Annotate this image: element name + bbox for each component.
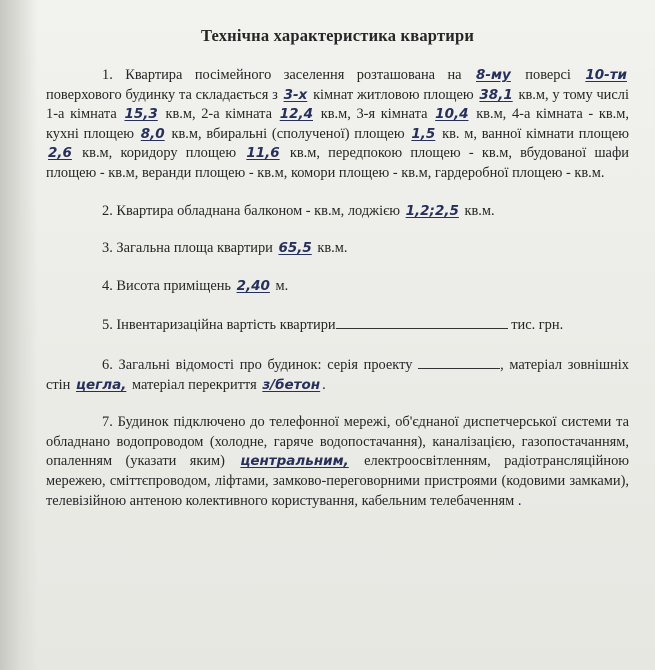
section-3-total-area — [46, 239, 629, 259]
s5-text: тис. грн. — [511, 317, 564, 334]
section-6-building-info — [46, 354, 629, 395]
s1-text: кв. м, ванної кімнати площею — [442, 125, 629, 142]
living-area-value: 38,1 — [479, 86, 513, 103]
room2-area-value: 12,4 — [279, 106, 313, 123]
s2-text: кв.м. — [464, 202, 495, 219]
document-title: Технічна характеристика квартири — [200, 26, 475, 45]
section-2-balcony — [46, 202, 629, 222]
s4-text: 4. Висота приміщень — [102, 277, 231, 294]
section-1-apartment-description — [46, 66, 629, 184]
page-edge-shadow — [0, 0, 38, 670]
wall-material-value: цегла, — [76, 376, 127, 393]
s7-text: 7. Будинок підключено до телефонної мережі, об'єднаної диспетчерської системи та обладнано водопроводом (холодне, гаряче водопостачання), каналізацією, газопостачанням, опаленням (указати яким) — [46, 414, 629, 470]
s6-text: . — [322, 376, 326, 393]
kitchen-area-value: 8,0 — [140, 125, 165, 142]
s4-text: м. — [275, 277, 289, 294]
bathroom-area-value: 2,6 — [48, 145, 72, 162]
s1-text: кв.м, передпокою площею - кв.м, вбудованої шафи площею - кв.м, веранди площею - кв.м, комори площею - кв.м, гардеробної площею - кв.м. — [46, 145, 629, 181]
s1-text: 1. Квартира посімейного заселення розташована на — [102, 67, 462, 83]
project-series-blank — [418, 354, 500, 369]
loggia-area-value: 1,2;2,5 — [405, 202, 459, 219]
s5-text: 5. Інвентаризаційна вартість квартири — [102, 317, 336, 334]
s1-text: кв.м, 3-я кімната — [320, 106, 428, 123]
s1-text: кв.м, у тому числі 1-а кімната — [46, 86, 629, 123]
s1-text: кв.м, 4-а кімната - кв.м, кухні площею — [46, 106, 629, 142]
rooms-count-value: 3-х — [283, 86, 308, 103]
s1-text: кімнат житловою площею — [313, 86, 474, 103]
floor-material-value: з/бетон — [262, 376, 321, 393]
total-area-value: 65,5 — [278, 240, 312, 257]
s3-text: 3. Загальна площа квартири — [102, 240, 273, 257]
inventory-value-blank — [336, 314, 508, 329]
s6-text: , матеріал зовнішніх стін — [46, 356, 629, 393]
s1-text: кв.м, коридору площею — [82, 145, 237, 162]
section-4-height — [46, 277, 629, 297]
floor-value: 8-му — [476, 67, 511, 83]
s6-text: 6. Загальні відомості про будинок: серія проекту — [102, 356, 413, 373]
s3-text: кв.м. — [317, 240, 348, 257]
s1-text: кв.м, вбиральні (сполученої) площею — [171, 125, 405, 142]
s1-text: поверсі — [525, 67, 571, 83]
floors-total-value: 10-ти — [585, 67, 627, 83]
heating-type-value: центральним, — [240, 453, 349, 470]
room1-area-value: 15,3 — [124, 106, 158, 123]
s7-text: електроосвітленням, радіотрансляційною мережею, сміттєпроводом, ліфтами, замково-переговорними пристроями (кодовими замками), телевізійною антеною колективного користування, кабельним телебаченням . — [46, 453, 630, 509]
room3-area-value: 10,4 — [435, 106, 469, 123]
s2-text: 2. Квартира обладнана балконом - кв.м, лоджією — [102, 202, 401, 219]
toilet-area-value: 1,5 — [411, 125, 436, 142]
s6-text: матеріал перекриття — [131, 376, 257, 393]
section-7-utilities — [46, 413, 629, 511]
room-height-value: 2,40 — [236, 277, 270, 294]
s1-text: поверхового будинку та складається з — [46, 86, 278, 103]
corridor-area-value: 11,6 — [246, 145, 280, 162]
s1-text: кв.м, 2-а кімната — [165, 106, 272, 123]
section-5-inventory-value — [46, 314, 629, 336]
